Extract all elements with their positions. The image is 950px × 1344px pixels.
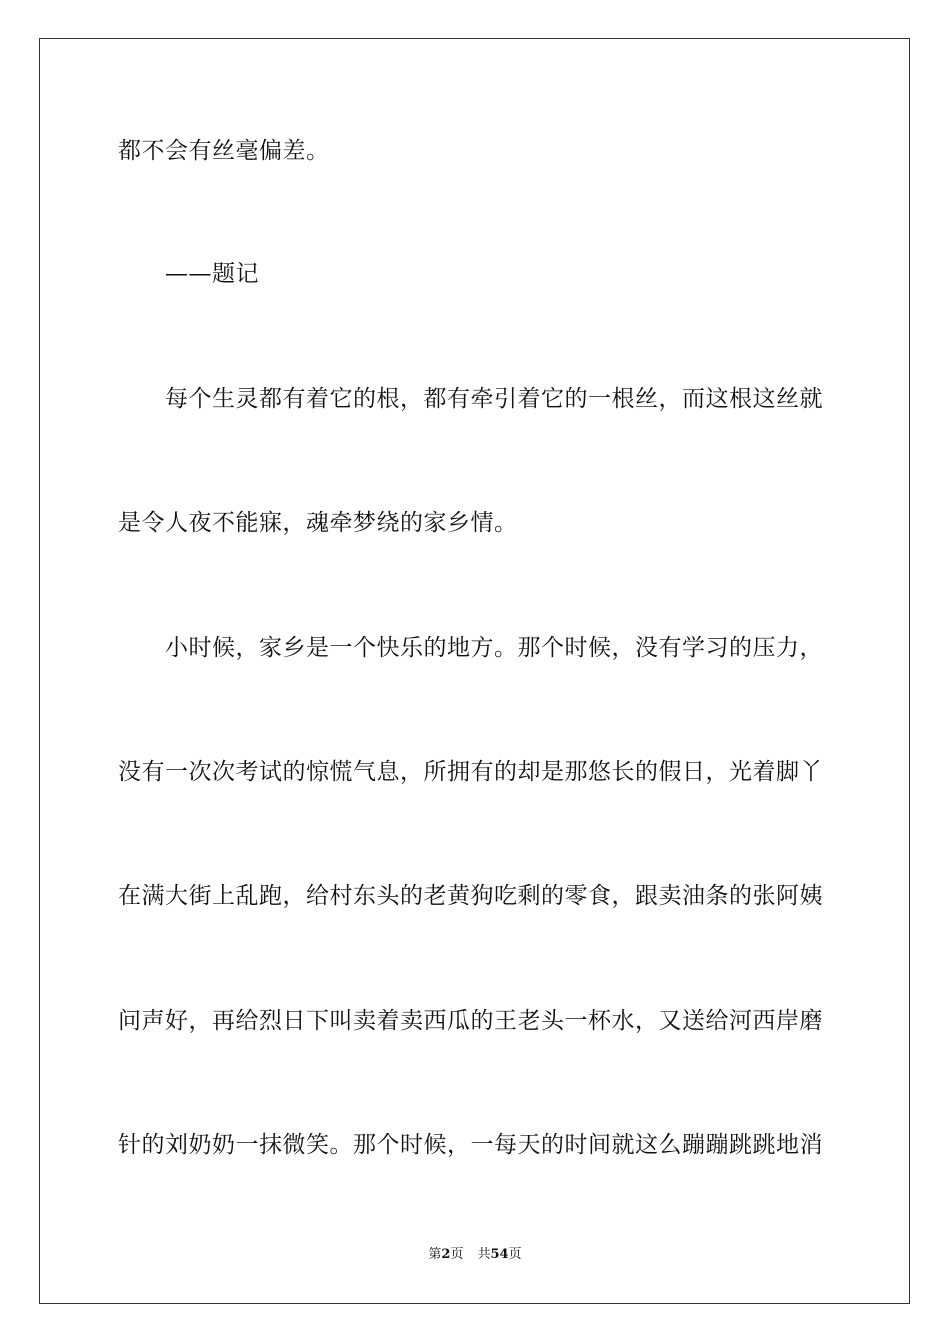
paragraph-line: 没有一次次考试的惊慌气息，所拥有的却是那悠长的假日，光着脚丫 xyxy=(118,759,823,785)
page-footer xyxy=(0,1246,950,1264)
paragraph-line: 小时候，家乡是一个快乐的地方。那个时候，没有学习的压力， xyxy=(165,635,823,661)
paragraph-line: 针的刘奶奶一抹微笑。那个时候，一每天的时间就这么蹦蹦跳跳地消 xyxy=(118,1132,823,1158)
page-border xyxy=(39,38,910,1304)
paragraph-line: 问声好，再给烈日下叫卖着卖西瓜的王老头一杯水，又送给河西岸磨 xyxy=(118,1008,823,1034)
paragraph-line: 是令人夜不能寐，魂牵梦绕的家乡情。 xyxy=(118,510,518,536)
total-label-prefix: 共 xyxy=(477,1247,491,1262)
paragraph-line: 每个生灵都有着它的根，都有牵引着它的一根丝，而这根这丝就 xyxy=(165,386,823,412)
current-page-number: 2 xyxy=(441,1247,451,1262)
total-label-suffix: 页 xyxy=(508,1247,522,1262)
epigraph-attribution: ——题记 xyxy=(165,261,259,287)
total-page-number: 54 xyxy=(490,1247,509,1262)
page-label-suffix: 页 xyxy=(450,1247,464,1262)
paragraph-line: 在满大街上乱跑，给村东头的老黄狗吃剩的零食，跟卖油条的张阿姨 xyxy=(118,883,823,909)
page-label-prefix: 第 xyxy=(428,1247,442,1262)
paragraph-line: 都不会有丝毫偏差。 xyxy=(118,138,330,164)
